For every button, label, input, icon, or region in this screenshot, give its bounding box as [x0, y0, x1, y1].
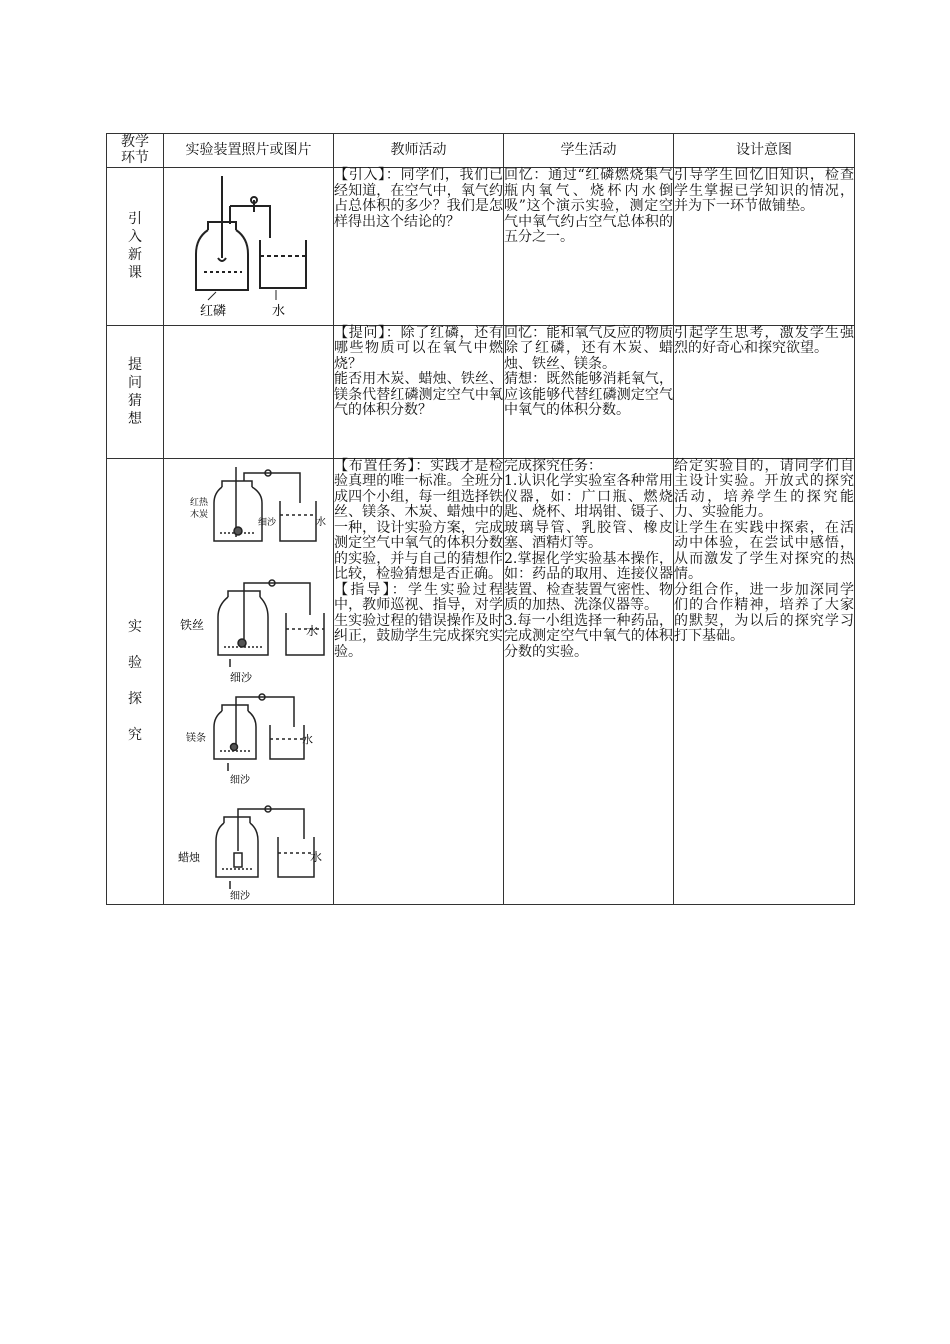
stage-cell: 提 问 猜 想	[107, 325, 164, 458]
figure-label: 细沙	[230, 890, 250, 900]
stage-cell: 引 入 新 课	[107, 168, 164, 326]
header-teacher: 教师活动	[334, 134, 504, 168]
intent-cell: 给定实验目的，请同学们自主设计实验。开放式的探究活动，培养学生的探究能力、实验能力。 让学生在实践中探索，在活动中体验，在尝试中感悟，从而激发了学生对探究的热情。 分组合作，进一步加深同学们的合作精神，培养了大家的默契，为以后的探究学习打下基础。	[674, 458, 855, 905]
header-student: 学生活动	[504, 134, 674, 168]
header-stage: 教学环节	[107, 134, 164, 168]
intent-cell: 引导学生回忆旧知识，检查学生掌握已学知识的情况，并为下一环节做铺垫。	[674, 168, 855, 326]
figure-cell	[164, 168, 334, 326]
header-intent: 设计意图	[674, 134, 855, 168]
figure-label: 细沙	[230, 670, 252, 684]
figure-label: 红磷	[200, 304, 227, 319]
header-figure: 实验装置照片或图片	[164, 134, 334, 168]
table-row	[107, 325, 855, 458]
header-row	[107, 134, 855, 168]
table-row	[107, 168, 855, 326]
student-cell: 回忆：能和氧气反应的物质除了红磷，还有木炭、蜡烛、铁丝、镁条。 猜想：既然能够消耗氧气，应该能够代替红磷测定空气中氧气的体积分数。	[504, 325, 674, 458]
figure-label: 水	[302, 732, 313, 746]
table-row	[107, 458, 855, 905]
figure-label: 木炭	[190, 509, 209, 520]
figure-label: 镁条	[186, 732, 206, 744]
red-phosphorus-apparatus-figure	[164, 168, 334, 320]
teacher-cell: 【引入】：同学们，我们已经知道，在空气中，氧气约占总体积的多少？我们是怎样得出这个结论的？	[334, 168, 504, 326]
four-apparatus-figures	[164, 459, 334, 900]
teacher-cell: 【提问】：除了红磷，还有哪些物质可以在氧气中燃烧？ 能否用木炭、蜡烛、铁丝、镁条代替红磷测定空气中氧气的体积分数？	[334, 325, 504, 458]
figure-cell	[164, 458, 334, 905]
student-cell: 完成探究任务： 1.认识化学实验室各种常用仪器，如：广口瓶、燃烧匙、烧杯、坩埚钳、镊子、玻璃导管、乳胶管、橡皮塞、酒精灯等。 2.掌握化学实验基本操作，如：药品的取用、连接仪器装置、检查装置气密性、物质的加热、洗涤仪器等。 3.每一小组选择一种药品，完成测定空气中氧气的体积分数的实验。	[504, 458, 674, 905]
figure-label: 蜡烛	[178, 850, 200, 864]
figure-label: 水	[316, 516, 326, 528]
figure-cell-empty	[164, 325, 334, 458]
lesson-table	[106, 133, 855, 905]
stage-cell: 实 验 探 究	[107, 458, 164, 905]
teacher-cell: 【布置任务】：实践才是检验真理的唯一标准。全班分成四个小组，每一组选择铁丝、镁条、木炭、蜡烛中的一种，设计实验方案，完成测定空气中氧气的体积分数的实验，并与自己的猜想作比较，检验猜想是否正确。 【指导】：学生实验过程中，教师巡视、指导，对学生实验过程的错误操作及时纠正，鼓励学生完成探究实验。	[334, 458, 504, 905]
figure-label: 水	[310, 849, 323, 864]
figure-label: 铁丝	[180, 617, 205, 632]
student-cell: 回忆：通过“红磷燃烧集气瓶内氧气、烧杯内水倒吸”这个演示实验，测定空气中氧气约占空气总体积的五分之一。	[504, 168, 674, 326]
figure-label: 红热	[190, 497, 209, 508]
figure-label: 水	[272, 304, 286, 319]
figure-label: 细沙	[230, 774, 250, 786]
figure-label: 细沙	[258, 517, 277, 528]
intent-cell: 引起学生思考，激发学生强烈的好奇心和探究欲望。	[674, 325, 855, 458]
figure-label: 水	[306, 623, 319, 638]
